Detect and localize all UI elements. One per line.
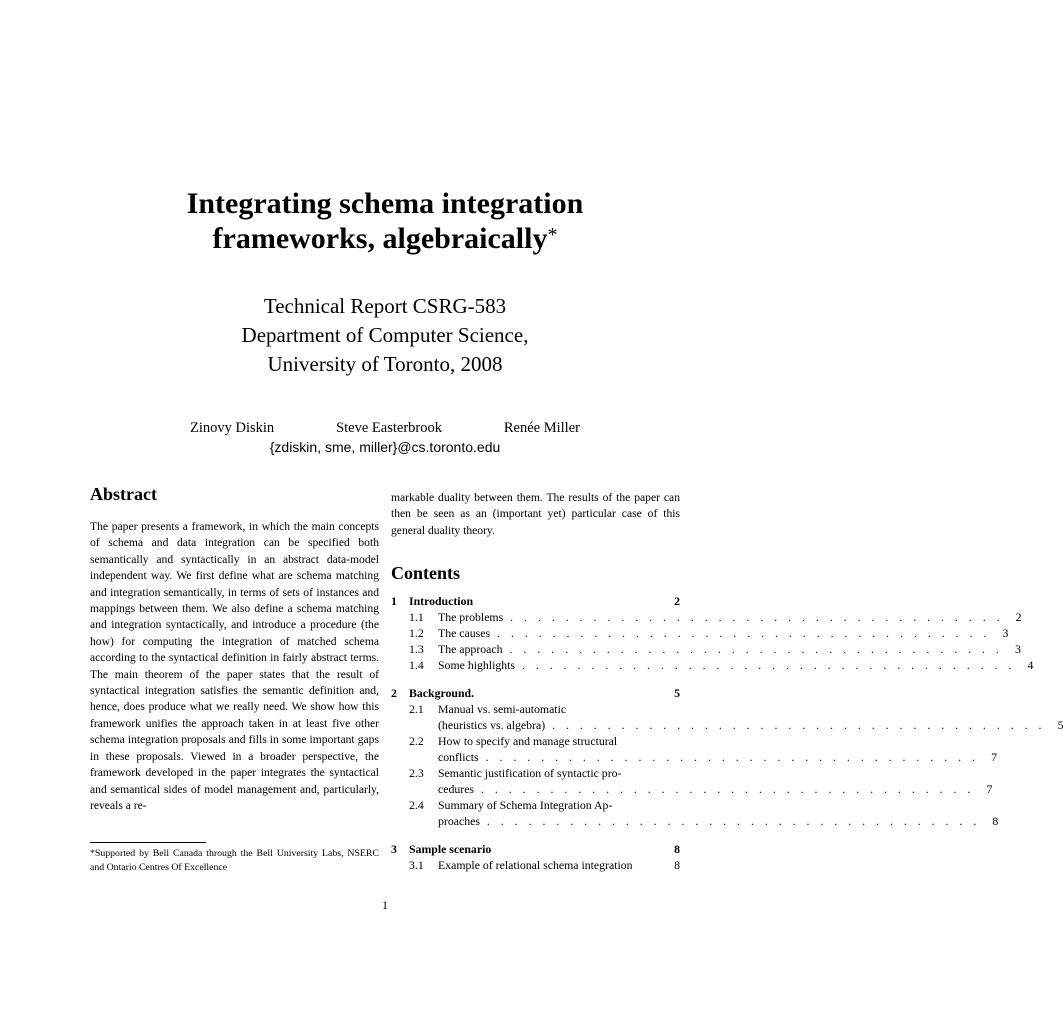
toc-leader-dots: . . . . . . . . . . . . . . . . . . . . . . . . . . . . . . . . . . . .	[479, 814, 981, 829]
toc-subsection[interactable]	[391, 797, 999, 829]
toc-title-text: proaches	[438, 814, 480, 829]
toc-subsection-page: 5	[1057, 718, 1063, 733]
toc-title-text: conflicts	[438, 750, 479, 765]
toc-subsection-page: 2	[1015, 610, 1022, 625]
toc-section-number: 2	[391, 686, 397, 701]
toc-subsection-page: 7	[986, 782, 993, 797]
toc-section-page: 2	[674, 594, 680, 609]
toc-subsection-number: 3.1	[409, 858, 424, 873]
toc-title-line	[438, 781, 974, 797]
left-column	[90, 484, 379, 814]
toc-subsection-title	[438, 701, 1045, 733]
toc-subsection-page: 8	[674, 858, 680, 873]
toc-leader-dots: . . . . . . . . . . . . . . . . . . . . . . . . . . . . . . . . . . . .	[515, 658, 1016, 673]
toc-subsection-title	[438, 765, 974, 797]
toc-subsection-title	[438, 733, 979, 765]
title-line-2-text: frameworks, algebraically	[212, 222, 548, 255]
toc-subsection[interactable]	[391, 701, 1063, 733]
toc-subsection-title	[438, 609, 1004, 625]
toc-section[interactable]	[391, 841, 680, 857]
toc-subsection-number: 2.3	[409, 766, 424, 781]
toc-subsection-title	[438, 797, 980, 829]
contents-heading: Contents	[391, 563, 461, 584]
toc-title-line	[438, 717, 1045, 733]
toc-subsection-page: 3	[1014, 642, 1021, 657]
toc-title-text: cedures	[438, 782, 475, 797]
toc-title-line	[438, 813, 980, 829]
right-column	[391, 490, 1063, 873]
toc-leader-dots: . . . . . . . . . . . . . . . . . . . . . . . . . . . . . . . . . . . .	[545, 718, 1046, 733]
abstract-continued: markable duality between them. The results of the paper can then be seen as an (important yet) particular case of this general duality theory.	[391, 491, 680, 537]
toc-title-text: Some highlights	[438, 658, 516, 673]
toc-title-text: The causes	[438, 626, 491, 641]
toc-title-line: Manual vs. semi-automatic	[438, 702, 567, 717]
toc-subsection-title	[438, 657, 1015, 673]
toc-subsection[interactable]	[391, 765, 993, 797]
toc-subsection-page: 4	[1027, 658, 1034, 673]
author-name: Steve Easterbrook	[336, 420, 442, 436]
toc-subsection-number: 2.1	[409, 702, 424, 717]
abstract-heading: Abstract	[90, 484, 157, 504]
toc-subsection[interactable]	[391, 857, 680, 873]
toc-subsection-title	[438, 625, 990, 641]
university-year: University of Toronto, 2008	[267, 352, 503, 376]
report-number: Technical Report CSRG-583	[263, 294, 507, 318]
toc-title-line: Semantic justification of syntactic pro-	[438, 766, 622, 781]
toc-section-page: 8	[674, 842, 680, 857]
toc-subsection[interactable]	[391, 657, 1034, 673]
author-name: Zinovy Diskin	[190, 420, 275, 436]
table-of-contents	[391, 593, 1063, 873]
toc-title-line	[438, 749, 979, 765]
toc-subsection-title	[438, 641, 1003, 657]
toc-subsection-page: 7	[991, 750, 997, 765]
toc-subsection-number: 1.1	[409, 610, 424, 625]
toc-subsection-page: 8	[992, 814, 999, 829]
paper-title	[0, 186, 770, 256]
toc-leader-dots: . . . . . . . . . . . . . . . . . . . . . . . . . . . . . . . . . . . .	[490, 626, 991, 641]
author-emails: {zdiskin, sme, miller}@cs.toronto.edu	[269, 439, 501, 455]
toc-title-line: Summary of Schema Integration Ap-	[438, 798, 613, 813]
toc-subsection[interactable]	[391, 733, 997, 765]
toc-title-text: (heuristics vs. algebra)	[438, 718, 546, 733]
toc-subsection[interactable]	[391, 641, 1021, 657]
toc-subsection[interactable]	[391, 609, 1022, 625]
toc-subsection-number: 2.4	[409, 798, 424, 813]
footnote: *Supported by Bell Canada through the Bell University Labs, NSERC and Ontario Centres Of Excellence	[90, 848, 379, 873]
toc-title-text: Example of relational schema integration	[438, 858, 633, 873]
toc-subsection-number: 1.3	[409, 642, 424, 657]
title-line-1: Integrating schema integration	[186, 187, 584, 220]
author-name: Renée Miller	[503, 420, 580, 436]
toc-title-line: How to specify and manage structural	[438, 734, 618, 749]
toc-subsection-number: 2.2	[409, 734, 424, 749]
department: Department of Computer Science,	[241, 323, 529, 347]
toc-section-title: Sample scenario	[409, 842, 492, 857]
abstract-text: The paper presents a framework, in which the main concepts of schema and data integration can be specified both semantically and syntactically in an abstract data-model independent way. We first define what are schema matching and integration semantically, in terms of sets of instances and mappings between them. We also define a schema matching and integration syntactically, and introduce a procedure (the how) for computing the integration of matched schema according to the syntactical definition in fairly abstract terms. The main theorem of the paper states that the result of syntactical integration satisfies the semantic definition and, hence, does produce what we really need. We show how this framework unifies the approach taken in at least five other schema integration proposals and fills in some important gaps in these proposals. Viewed in a broader perspective, the framework developed in the paper integrates the syntactical and semantical sides of model management and, particularly, reveals a re-	[90, 520, 379, 812]
toc-subsection-page: 3	[1002, 626, 1009, 641]
footnote-rule	[90, 842, 206, 843]
report-info	[0, 292, 770, 379]
toc-section-number: 1	[391, 594, 397, 609]
toc-subsection-title	[438, 857, 662, 873]
toc-section[interactable]	[391, 593, 680, 609]
toc-subsection[interactable]	[391, 625, 1009, 641]
toc-section[interactable]	[391, 685, 680, 701]
toc-title-text: The approach	[438, 642, 503, 657]
toc-subsection-number: 1.2	[409, 626, 424, 641]
toc-title-text: The problems	[438, 610, 504, 625]
toc-subsection-number: 1.4	[409, 658, 424, 673]
toc-section-title: Background.	[409, 686, 475, 701]
toc-leader-dots: . . . . . . . . . . . . . . . . . . . . . . . . . . . . . . . . . . . .	[502, 642, 1003, 657]
toc-section-page: 5	[674, 686, 680, 701]
title-line-2	[0, 221, 770, 256]
title-footnote-mark: *	[547, 224, 558, 246]
author-list	[190, 420, 580, 437]
page-number: 1	[382, 898, 388, 912]
toc-leader-dots: . . . . . . . . . . . . . . . . . . . . . . . . . . . . . . . . . . . .	[478, 750, 979, 765]
toc-leader-dots: . . . . . . . . . . . . . . . . . . . . . . . . . . . . . . . . . . . .	[474, 782, 975, 797]
toc-section-title: Introduction	[409, 594, 474, 609]
toc-section-number: 3	[391, 842, 397, 857]
toc-leader-dots: . . . . . . . . . . . . . . . . . . . . . . . . . . . . . . . . . . . .	[503, 610, 1004, 625]
